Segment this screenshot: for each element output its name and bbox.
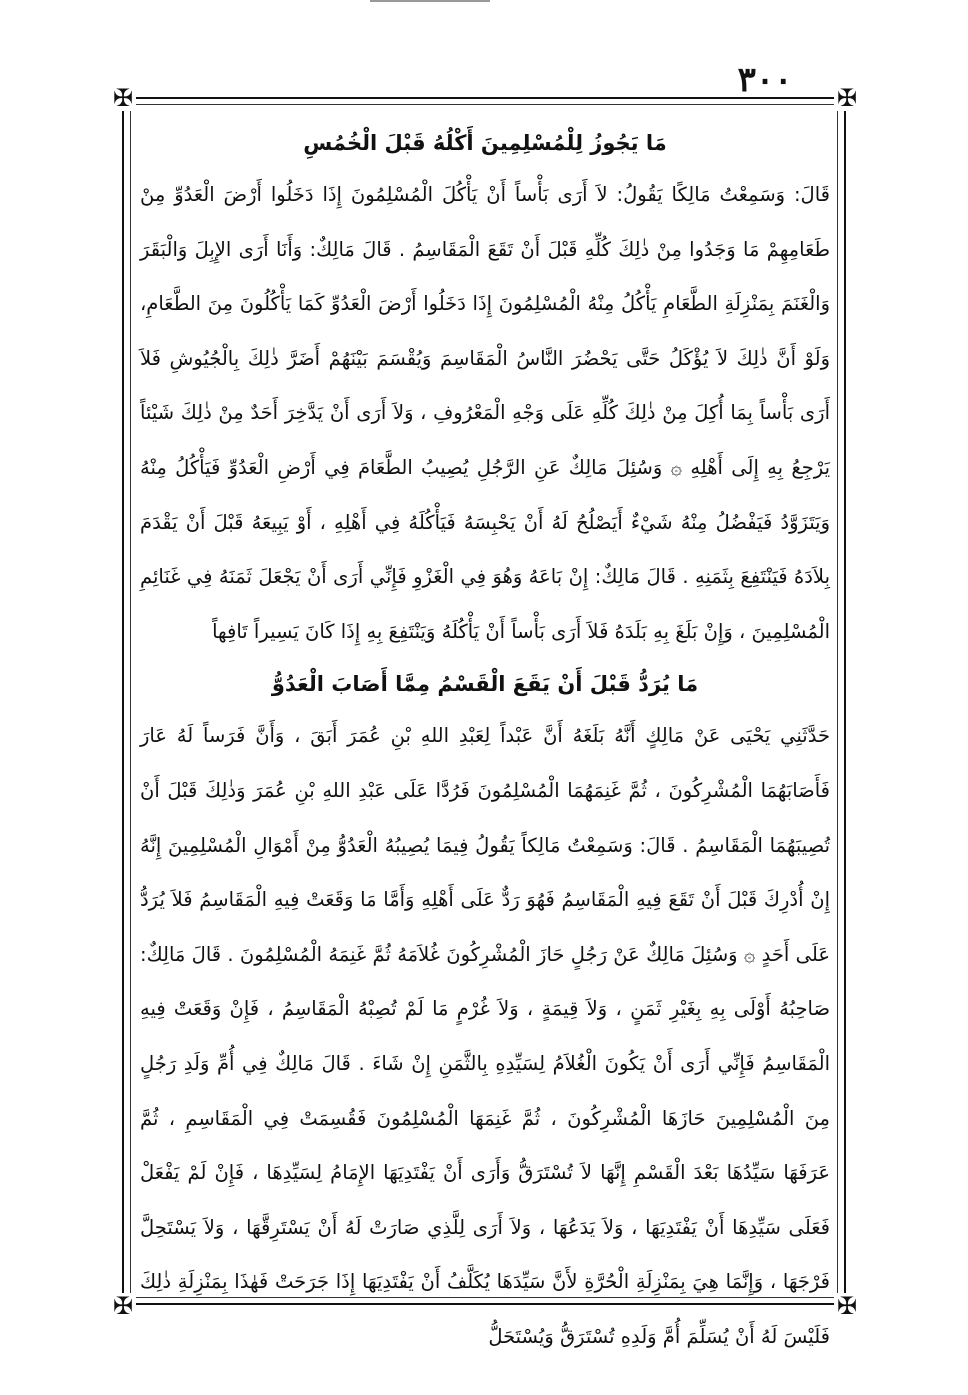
page-number: ٣٠٠ bbox=[737, 60, 793, 100]
section-title: مَا يَجُوزُ لِلْمُسْلِمِينَ أَكْلُهُ قَبْلَ الْخُمُسِ bbox=[303, 131, 667, 155]
page-content bbox=[140, 118, 830, 1348]
section-paragraph: حَدَّثَنِي يَحْيَى عَنْ مَالِكٍ أَنَّهُ بَلَغَهُ أَنَّ عَبْداً لِعَبْدِ اللهِ بْنِ عُمَرَ أَبَقَ ، وَأَنَّ فَرَساً لَهُ عَارَ فَأَصَابَهُمَا الْمُشْرِكُونَ ، ثُمَّ غَنِمَهُمَا الْمُسْلِمُونَ فَرُدَّا عَلَى عَبْدِ اللهِ بْنِ عُمَرَ وَذٰلِكَ قَبْلَ أَنْ تُصِيبَهُمَا الْمَقَاسِمُ . قَالَ: وَسَمِعْتُ مَالِكاً يَقُولُ فِيمَا يُصِيبُهُ الْعَدُوُّ مِنْ أَمْوَالِ الْمُسْلِمِينَ إِنَّهُ إِنْ أُدْرِكَ قَبْلَ أَنْ تَقَعَ فِيهِ الْمَقَاسِمُ فَهُوَ رَدٌّ عَلَى أَهْلِهِ وَأَمَّا مَا وَقَعَتْ فِيهِ الْمَقَاسِمُ فَلاَ يُرَدُّ عَلَى أَحَدٍ ۞ وَسُئِلَ مَالِكٌ عَنْ رَجُلٍ حَازَ الْمُشْرِكُونَ غُلاَمَهُ ثُمَّ غَنِمَهُ الْمُسْلِمُونَ . قَالَ مَالِكٌ: صَاحِبُهُ أَوْلَى بِهِ بِغَيْرِ ثَمَنٍ ، وَلاَ قِيمَةٍ ، وَلاَ غُرْمٍ مَا لَمْ تُصِبْهُ الْمَقَاسِمُ ، فَإِنْ وَقَعَتْ فِيهِ الْمَقَاسِمُ فَإِنِّي أَرَى أَنْ يَكُونَ الْغُلاَمُ لِسَيِّدِهِ بِالثَّمَنِ إِنْ شَاءَ . قَالَ مَالِكٌ فِي أُمِّ وَلَدِ رَجُلٍ مِنَ الْمُسْلِمِينَ حَازَهَا الْمُشْرِكُونَ ، ثُمَّ غَنِمَهَا الْمُسْلِمُونَ فَقُسِمَتْ فِي الْمَقَاسِمِ ، ثُمَّ عَرَفَهَا سَيِّدُهَا بَعْدَ الْقَسْمِ إِنَّهَا لاَ تُسْتَرَقُّ وَأَرَى أَنْ يَفْتَدِيَهَا الإِمَامُ لِسَيِّدِهَا ، فَإِنْ لَمْ يَفْعَلْ فَعَلَى سَيِّدِهَا أَنْ يَفْتَدِيَهَا ، وَلاَ يَدَعُهَا ، وَلاَ أَرَى لِلَّذِي صَارَتْ لَهُ أَنْ يَسْتَرِقَّهَا ، وَلاَ يَسْتَحِلَّ فَرْجَهَا ، وَإِنَّمَا هِيَ بِمَنْزِلَةِ الْحُرَّةِ لأَنَّ سَيِّدَهَا يُكَلَّفُ أَنْ يَفْتَدِيَهَا إِذَا جَرَحَتْ فَهٰذَا بِمَنْزِلَةِ ذٰلِكَ فَلَيْسَ لَهُ أَنْ يُسَلِّمَ أُمَّ وَلَدِهِ تُسْتَرَقُّ وَيُسْتَحَلُّ bbox=[140, 724, 830, 1348]
section-title: مَا يُرَدُّ قَبْلَ أَنْ يَقَعَ الْقَسْمُ مِمَّا أَصَابَ الْعَدُوُّ bbox=[271, 672, 699, 697]
corner-ornament-icon: ✠ bbox=[834, 85, 860, 111]
top-rule bbox=[370, 0, 490, 2]
corner-ornament-icon: ✠ bbox=[110, 85, 136, 111]
section-paragraph: قَالَ: وَسَمِعْتُ مَالِكًا يَقُولُ: لاَ أَرَى بَأْساً أَنْ يَأْكُلَ الْمُسْلِمُونَ إِذَا دَخَلُوا أَرْضَ الْعَدُوِّ مِنْ طَعَامِهِمْ مَا وَجَدُوا مِنْ ذٰلِكَ كُلِّهِ قَبْلَ أَنْ تَقَعَ الْمَقَاسِمُ . قَالَ مَالِكٌ: وَأَنَا أَرَى الإِبِلَ وَالْبَقَرَ وَالْغَنَمَ بِمَنْزِلَةِ الطَّعَامِ يَأْكُلُ مِنْهُ الْمُسْلِمُونَ إِذَا دَخَلُوا أَرْضَ الْعَدُوِّ كَمَا يَأْكُلُونَ مِنَ الطَّعَامِ، وَلَوْ أَنَّ ذٰلِكَ لاَ يُؤْكَلُ حَتَّى يَحْضُرَ النَّاسُ الْمَقَاسِمَ وَيُقْسَمَ بَيْنَهُمْ أَضَرَّ ذٰلِكَ بِالْجُيُوشِ فَلاَ أَرَى بَأْساً بِمَا أُكِلَ مِنْ ذٰلِكَ كُلِّهِ عَلَى وَجْهِ الْمَعْرُوفِ ، وَلاَ أَرَى أَنْ يَدَّخِرَ أَحَدٌ مِنْ ذٰلِكَ شَيْئاً يَرْجِعُ بِهِ إِلَى أَهْلِهِ ۞ وَسُئِلَ مَالِكٌ عَنِ الرَّجُلِ يُصِيبُ الطَّعَامَ فِي أَرْضِ الْعَدُوِّ فَيَأْكُلُ مِنْهُ وَيَتَزَوَّدُ فَيَفْضُلُ مِنْهُ شَيْءٌ أَيَصْلُحُ لَهُ أَنْ يَحْبِسَهُ فَيَأْكُلَهُ فِي أَهْلِهِ ، أَوْ يَبِيعَهُ قَبْلَ أَنْ يَقْدَمَ بِلاَدَهُ فَيَنْتَفِعَ بِثَمَنِهِ . قَالَ مَالِكٌ: إِنْ بَاعَهُ وَهُوَ فِي الْغَزْوِ فَإِنِّي أَرَى أَنْ يَجْعَلَ ثَمَنَهُ فِي غَنَائِمِ الْمُسْلِمِينَ ، وَإِنْ بَلَغَ بِهِ بَلَدَهُ فَلاَ أَرَى بَأْساً أَنْ يَأْكُلَهُ وَيَنْتَفِعَ بِهِ إِذَا كَانَ يَسِيراً تَافِهاً bbox=[140, 183, 830, 643]
corner-ornament-icon: ✠ bbox=[110, 1293, 136, 1319]
corner-ornament-icon: ✠ bbox=[834, 1293, 860, 1319]
